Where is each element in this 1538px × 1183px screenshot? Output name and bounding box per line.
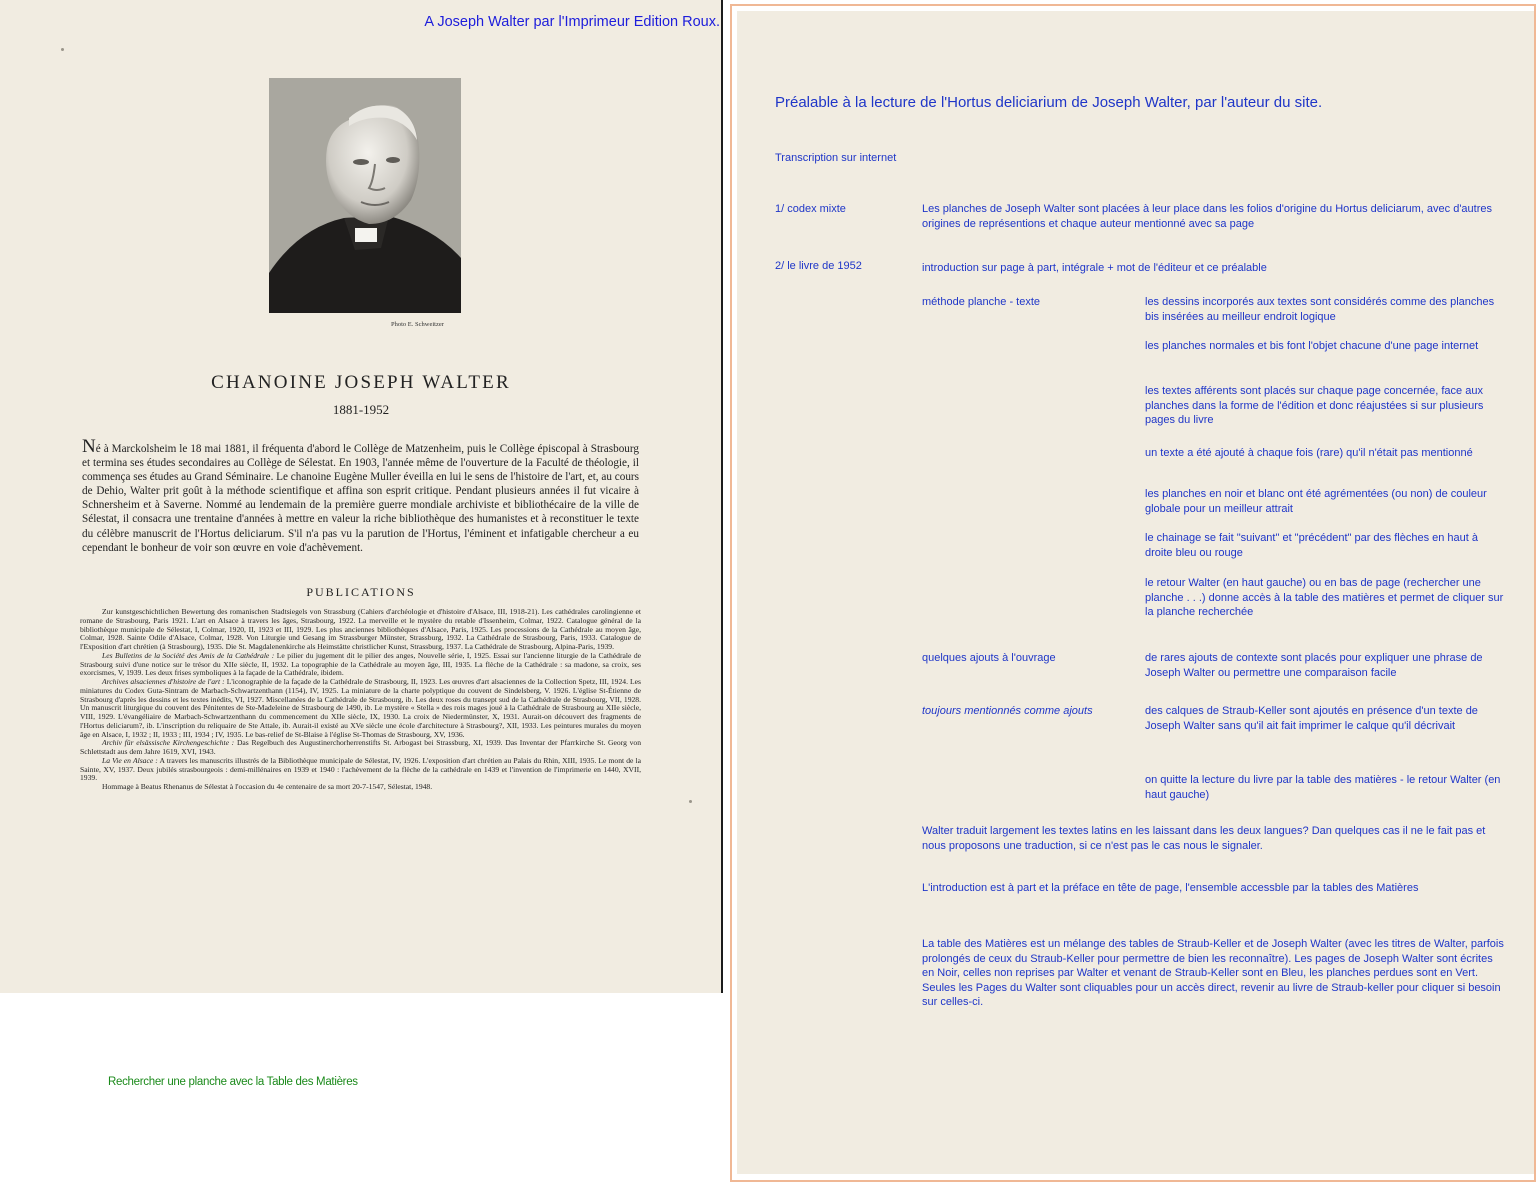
- publication-text: Le pilier du jugement dit le pilier des anges, Nouvelle série, I, 1925. Essai sur l'ancienne liturgie de la Cathédrale de Strasbourg suivi d'une notice sur le trésor du XIIe siècle, II, 1932. La topographie de la Cathédrale au moyen âge, III, 1935. La flèche de la Cathédrale : sa madone, sa croix, ses exorcismes, V, 1939. Les deux frises symboliques à la façade de la Cathédrale, ibidem.: [80, 650, 641, 678]
- page-edge-divider: [721, 0, 723, 993]
- publication-text: L'iconographie de la façade de la Cathédrale de Strasbourg, II, 1923. Les œuvres d'art alsaciennes de la Collection Spetz, III, 1924. Les miniatures du Codex Guta-Sintram de Marbach-Schwartzenthann (1154), IV, 1925. La miniature de la charte polyptique du couvent de Sindelsberg, V. 1926. L'église St-Étienne de Strasbourg d'après les dessins et les textes inédits, VI, 1927. Miscellanées de la Cathédrale de Strasbourg, ib. Les deux roses du transept sud de la Cathédrale de Strasbourg, VII, 1928. Un manuscrit liturgique du couvent des Pénitentes de Ste-Madeleine de Strasbourg de 1490, ib. Le mystère « Stella » des rois mages joué à la Cathédrale de Strasbourg au XIIe siècle, VIII, 1929. L'évangéliaire de Marbach-Schwartzenthann du commencement du XIIe siècle, IX, 1930. La croix de Niedermünster, X, 1931. Aurait-on découvert des fragments de l'Hortus deliciarum?, ib. L'inscription du reliquaire de Ste Attale, ib. Aurait-il existé au XVe siècle une école d'architecture à Strasbourg?, XII, 1933. Les peintures murales du moyen âge en Alsace, I, 1932 ; II, 1933 ; III, 1934 ; IV, 1935. Le bas-relief de St-Blaise à l'église St-Thomas de Strasbourg, XV, 1936.: [80, 677, 641, 739]
- methode-label: méthode planche - texte: [922, 296, 1041, 308]
- biography-text: é à Marckolsheim le 18 mai 1881, il fréquenta d'abord le Collège de Matzenheim, puis le Collège épiscopal à Strasbourg et termina ses études secondaires au Collège de Sélestat. En 1903, l'année même de l'ouverture de la Faculté de théologie, il commença ses études au Grand Séminaire. Le chanoine Eugène Muller éveilla en lui le sens de l'histoire de l'art, et, au cours de Dehio, Walter prit goût à la méthode scientifique et affina son esprit critique. Pendant plusieurs années il fut vicaire à Schnersheim et à Saverne. Nommé au lendemain de la première guerre mondiale archiviste et bibliothécaire de la ville de Sélestat, il consacra une trentaine d'années à mettre en valeur la riche bibliothèque des humanistes et à reconstituer le texte du célèbre manuscrit de l'Hortus deliciarum. S'il n'a pas vu la parution de l'Hortus, l'éminent et infatigable chercheur a eu cependant le bonheur de voir son œuvre en voie d'achèvement.: [82, 443, 639, 554]
- search-table-link[interactable]: Rechercher une planche avec la Table des Matières: [108, 1076, 358, 1088]
- methode-item: le chainage se fait "suivant" et "précédent" par des flèches en haut à droite bleu ou rouge: [1145, 532, 1478, 559]
- traduit-text: Walter traduit largement les textes latins en les laissant dans les deux langues? Dan quelques cas il ne le fait pas et nous proposons une traduction, si ce n'est pas le cas nous le signaler.: [922, 825, 1486, 852]
- ajouts-label: quelques ajouts à l'ouvrage: [922, 652, 1056, 664]
- publication-heading: La Vie en Alsace :: [102, 755, 158, 765]
- publication-entry: [80, 608, 641, 652]
- publication-text: Zur kunstgeschichtlichen Bewertung des romanischen Stadtsiegels von Strassburg (Cahiers d'archéologie et d'histoire d'Alsace, III, 1918-21). Les cathédrales carolingienne et romane de Strasbourg, Paris 1921. L'art en Alsace à travers les âges, Strasbourg, 1922. La merveille et le mystère du retable d'Issenheim, Colmar, 1922. Catalogue général de la bibliothèque municipale de Sélestat, I, Colmar, 1920, II, 1923 et III, 1929. Les plus anciennes bibliothèques d'Alsace, Paris, 1925. Les processions de la Cathédrale au moyen âge, Colmar, 1928. Sainte Odile d'Alsace, Colmar, 1928. Von Liturgie und Gesang im Strassburger Münster, Strassburg, 1932. La Cathédrale de Strasbourg, Paris, 1933. Catalogue de l'Exposition d'art chrétien (à Strasbourg), 1935. Die St. Magdalenenkirche als Heimstätte christlicher Kunst, Strassburg, 1937. La Cathédrale de Strasbourg, Alpina-Paris, 1939.: [80, 607, 641, 651]
- publication-text: A travers les manuscrits illustrés de la Bibliothèque municipale de Sélestat, IV, 1926. L'exposition d'art chrétien au Palais du Rhin, XIII, 1935. Le mont de la Sainte, XV, 1937. Deux jubilés strasbourgeois : demi-millénaires en 1939 et 1940 : l'achèvement de la flèche de la cathédrale en 1439 et l'invention de l'imprimerie en 1440, XVII, 1939.: [80, 755, 641, 783]
- years-subtitle: 1881-1952: [332, 402, 390, 417]
- ajouts-text: de rares ajouts de contexte sont placés pour expliquer une phrase de Joseph Walter ou permettre une comparaison facile: [1145, 652, 1483, 679]
- livre-text: introduction sur page à part, intégrale + mot de l'éditeur et ce préalable: [922, 262, 1267, 274]
- methode-item: un texte a été ajouté à chaque fois (rare) qu'il n'était pas mentionné: [1145, 447, 1473, 459]
- publication-heading: Les Bulletins de la Société des Amis de la Cathédrale :: [102, 650, 275, 660]
- top-link-imprimeur[interactable]: A Joseph Walter par l'Imprimeur Edition Roux.: [424, 14, 720, 30]
- transcription-label: Transcription sur internet: [775, 152, 897, 164]
- codex-label: 1/ codex mixte: [775, 203, 846, 215]
- photo-credit: Photo E. Schweitzer: [391, 321, 444, 328]
- publications-heading: PUBLICATIONS: [306, 585, 416, 599]
- publication-entry: [80, 739, 641, 757]
- biography-paragraph: [82, 436, 639, 555]
- scan-speck: [689, 800, 692, 803]
- publication-text: Das Regelbuch des Augustinerchorherrenstifts St. Arbogast bei Strassburg, XI, 1939. Das Inventar der Pfarrkirche St. Georg von Schlettstadt aus dem Jahre 1619, XVI, 1943.: [80, 738, 642, 756]
- preamble-panel: [730, 4, 1536, 1182]
- scanned-page: [0, 0, 722, 993]
- methode-item: les planches normales et bis font l'objet chacune d'une page internet: [1145, 340, 1479, 352]
- methode-item: les textes afférents sont placés sur chaque page concernée, face aux planches dans la forme de l'édition et donc réajustées si sur plusieurs pages du livre: [1145, 385, 1484, 427]
- portrait-photo: [269, 78, 461, 313]
- publication-entry: [80, 783, 641, 792]
- portrait-image: [269, 78, 461, 313]
- methode-item: les dessins incorporés aux textes sont considérés comme des planches bis insérées au meilleur endroit logique: [1145, 296, 1495, 323]
- publication-heading: Archiv für elsässische Kirchengeschichte :: [102, 738, 235, 748]
- publication-text: Hommage à Beatus Rhenanus de Sélestat à l'occasion du 4e centenaire de sa mort 20-7-1547, Sélestat, 1948.: [102, 782, 433, 791]
- publications-list: [80, 608, 641, 792]
- table-matieres-text: La table des Matières est un mélange des tables de Straub-Keller et de Joseph Walter (avec les titres de Walter, parfois prolongés de ceux du Straub-Keller pour permettre de bien les reconnaître). Les pages de Joseph Walter sont écrites en Noir, celles non reprises par Walter et venant de Straub-Keller sont en Bleu, les planches perdues sont en Vert. Seules les Pages du Walter sont cliquables pour un accès direct, revenir au livre de Straub-keller pour cliquer si besoin sur celles-ci.: [922, 938, 1504, 1009]
- dropcap-letter: N: [82, 436, 96, 457]
- methode-item: le retour Walter (en haut gauche) ou en bas de page (rechercher une planche . . .) donne accès à la table des matières et permet de cliquer sur la planche recherchée: [1145, 577, 1504, 619]
- panel-title: Préalable à la lecture de l'Hortus deliciarium de Joseph Walter, par l'auteur du site.: [775, 94, 1323, 111]
- quitte-text: on quitte la lecture du livre par la table des matières - le retour Walter (en haut gauche): [1145, 774, 1501, 801]
- preamble-panel-body: [737, 11, 1534, 1174]
- publication-entry: [80, 652, 641, 678]
- publication-entry: [80, 678, 641, 739]
- publication-entry: [80, 757, 641, 783]
- intro-text: L'introduction est à part et la préface en tête de page, l'ensemble accessble par la tables des Matières: [922, 882, 1419, 894]
- codex-text: Les planches de Joseph Walter sont placées à leur place dans les folios d'origine du Hortus deliciarum, avec d'autres origines de représentions et chaque auteur mentionné avec sa page: [922, 203, 1492, 230]
- methode-item: les planches en noir et blanc ont été agrémentées (ou non) de couleur globale pour un meilleur attrait: [1145, 488, 1487, 515]
- toujours-label: toujours mentionnés comme ajouts: [922, 705, 1093, 717]
- livre-label: 2/ le livre de 1952: [775, 260, 862, 272]
- page-title: CHANOINE JOSEPH WALTER: [211, 372, 511, 393]
- publication-heading: Archives alsaciennes d'histoire de l'art :: [102, 677, 225, 686]
- scan-speck: [61, 48, 64, 51]
- toujours-text: des calques de Straub-Keller sont ajoutés en présence d'un texte de Joseph Walter sans qu'il ait fait imprimer le calque qu'il décrivait: [1145, 705, 1478, 732]
